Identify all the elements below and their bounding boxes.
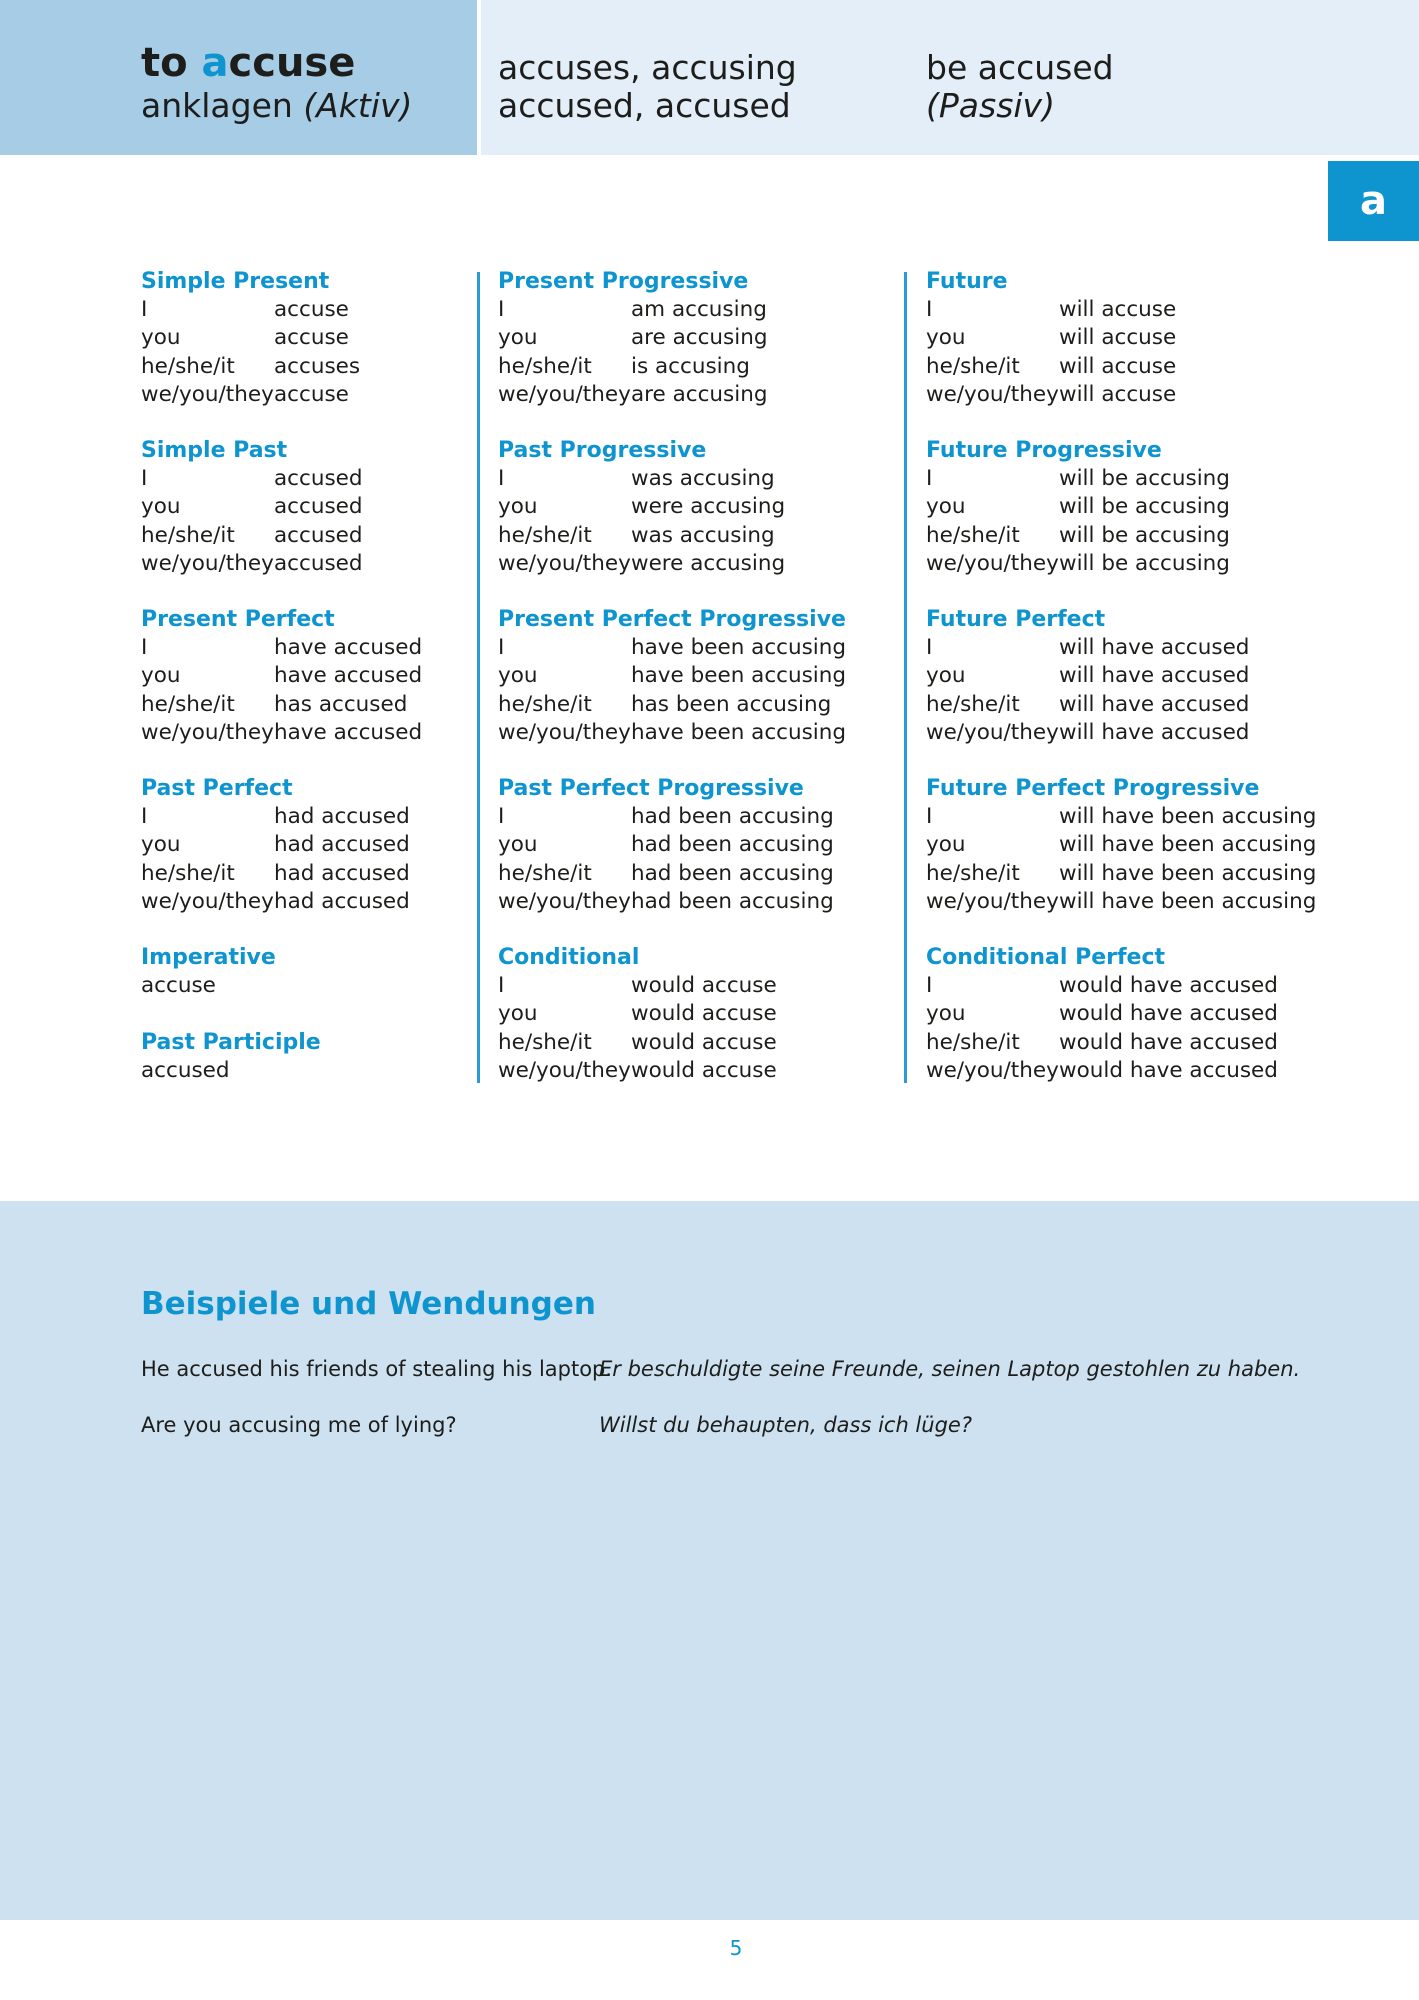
pronoun: you bbox=[926, 663, 966, 689]
verb-form: had accused bbox=[274, 888, 410, 914]
conjugation-row bbox=[498, 1000, 777, 1028]
verb-rest: ccuse bbox=[228, 40, 356, 86]
verb-form: had accused bbox=[274, 832, 410, 858]
tense-title: Past Progressive bbox=[498, 438, 707, 463]
pronoun: I bbox=[141, 297, 148, 322]
conjugation-row bbox=[141, 860, 410, 888]
pronoun: we/you/they bbox=[926, 719, 1059, 745]
example-german-1: Er beschuldigte seine Freunde, seinen Laptop gestohlen zu haben. bbox=[599, 1357, 1301, 1381]
verb-form: will accuse bbox=[1059, 353, 1177, 379]
verb-form: will accuse bbox=[1059, 297, 1177, 322]
pronoun: I bbox=[926, 635, 933, 660]
conjugation-row bbox=[498, 803, 834, 831]
verb-form: would have accused bbox=[1059, 973, 1278, 998]
conjugation-row bbox=[141, 662, 422, 690]
conjugation-row bbox=[926, 972, 1278, 1000]
conjugation-row bbox=[498, 353, 768, 381]
verb-form: will be accusing bbox=[1059, 494, 1230, 520]
conjugation-row bbox=[498, 324, 768, 352]
verb-form: accused bbox=[274, 466, 363, 491]
conjugation-row bbox=[926, 465, 1230, 493]
verb-form: will accuse bbox=[1059, 381, 1177, 407]
tense-title: Future Perfect bbox=[926, 607, 1106, 632]
pronoun: we/you/they bbox=[498, 1057, 631, 1083]
conjugation-row bbox=[926, 1029, 1278, 1057]
column-divider-2 bbox=[904, 272, 907, 1083]
conjugation-row bbox=[141, 719, 422, 747]
verb-form: have been accusing bbox=[631, 663, 847, 689]
conjugation-row bbox=[498, 465, 785, 493]
pronoun: you bbox=[498, 494, 538, 520]
verb-form: had accused bbox=[274, 804, 410, 829]
pronoun: I bbox=[141, 466, 148, 491]
pronoun: we/you/they bbox=[926, 888, 1059, 914]
verb-form: would accuse bbox=[631, 1029, 777, 1055]
pronoun: we/you/they bbox=[141, 719, 274, 745]
pronoun: you bbox=[926, 1001, 966, 1027]
verb-form: have accused bbox=[274, 719, 423, 745]
conjugation-row bbox=[926, 296, 1176, 324]
pronoun: we/you/they bbox=[498, 719, 631, 745]
pronoun: you bbox=[498, 663, 538, 689]
tense-past-perfect-progressive bbox=[498, 775, 834, 916]
verb-translation-line bbox=[141, 87, 412, 125]
conjugation-row bbox=[141, 381, 360, 409]
verb-form: had been accusing bbox=[631, 888, 834, 914]
pronoun: he/she/it bbox=[926, 522, 1020, 548]
pronoun: I bbox=[926, 973, 933, 998]
tense-title: Present Perfect bbox=[141, 607, 335, 632]
verb-form: has been accusing bbox=[631, 691, 832, 717]
tense-title: Past Perfect bbox=[141, 776, 293, 801]
verb-form: had accused bbox=[274, 860, 410, 886]
pronoun: we/you/they bbox=[498, 550, 631, 576]
tense-title: Simple Present bbox=[141, 269, 330, 294]
pronoun: you bbox=[141, 494, 181, 520]
pronoun: we/you/they bbox=[141, 888, 274, 914]
conjugation-row bbox=[498, 550, 785, 578]
verb-form: had been accusing bbox=[631, 804, 834, 829]
pronoun: you bbox=[498, 832, 538, 858]
pronoun: we/you/they bbox=[141, 550, 274, 576]
verb-form: will be accusing bbox=[1059, 466, 1230, 491]
pronoun: you bbox=[926, 325, 966, 351]
verb-form: are accusing bbox=[631, 381, 768, 407]
verb-form: will have been accusing bbox=[1059, 804, 1317, 829]
verb-form: accuse bbox=[274, 381, 349, 407]
verb-form: had been accusing bbox=[631, 860, 834, 886]
verb-form: would accuse bbox=[631, 973, 777, 998]
verb-form: accused bbox=[274, 522, 363, 548]
pronoun: he/she/it bbox=[498, 1029, 592, 1055]
tense-past-perfect bbox=[141, 775, 410, 916]
conjugation-row bbox=[926, 691, 1249, 719]
conjugation-row bbox=[141, 296, 360, 324]
conjugation-row bbox=[141, 465, 363, 493]
pronoun: you bbox=[141, 325, 181, 351]
conjugation-row bbox=[498, 493, 785, 521]
conjugation-row bbox=[498, 1029, 777, 1057]
tense-imperative bbox=[141, 944, 276, 1000]
tense-simple-past bbox=[141, 437, 363, 578]
verb-form: accused bbox=[274, 494, 363, 520]
verb-form: would have accused bbox=[1059, 1029, 1278, 1055]
tense-future-perfect bbox=[926, 606, 1249, 747]
verb-form: would have accused bbox=[1059, 1057, 1278, 1083]
conjugation-row bbox=[141, 324, 360, 352]
pronoun: we/you/they bbox=[498, 381, 631, 407]
tense-present-perfect-progressive bbox=[498, 606, 846, 747]
conjugation-row bbox=[141, 634, 422, 662]
verb-form: will have accused bbox=[1059, 691, 1250, 717]
conjugation-row bbox=[926, 888, 1316, 916]
pronoun: I bbox=[498, 804, 505, 829]
verb-form: have accused bbox=[274, 663, 423, 689]
conjugation-row bbox=[141, 803, 410, 831]
verb-form: are accusing bbox=[631, 325, 768, 351]
conjugation-row bbox=[926, 860, 1316, 888]
verb-form: have accused bbox=[274, 635, 423, 660]
tense-future-perfect-progressive bbox=[926, 775, 1316, 916]
verb-form: will be accusing bbox=[1059, 550, 1230, 576]
conjugation-row bbox=[498, 831, 834, 859]
pronoun: he/she/it bbox=[141, 691, 235, 717]
tense-present-progressive bbox=[498, 268, 768, 409]
verb-form: accused bbox=[274, 550, 363, 576]
conjugation-row bbox=[141, 691, 422, 719]
conjugation-row bbox=[926, 324, 1176, 352]
conjugation-row bbox=[926, 1057, 1278, 1085]
pronoun: he/she/it bbox=[141, 860, 235, 886]
pronoun: we/you/they bbox=[926, 381, 1059, 407]
pronoun: he/she/it bbox=[498, 691, 592, 717]
tense-simple-present bbox=[141, 268, 360, 409]
verb-form: am accusing bbox=[631, 297, 767, 322]
passive-form: be accused bbox=[926, 48, 1114, 87]
conjugation-row bbox=[926, 1000, 1278, 1028]
pronoun: you bbox=[141, 832, 181, 858]
pronoun: you bbox=[926, 832, 966, 858]
conjugation-row bbox=[498, 296, 768, 324]
conjugation-row bbox=[926, 493, 1230, 521]
verb-form: were accusing bbox=[631, 494, 786, 520]
tense-title: Present Progressive bbox=[498, 269, 749, 294]
verb-form: accuse bbox=[274, 297, 349, 322]
verb-form: have been accusing bbox=[631, 635, 847, 660]
verb-form: will have been accusing bbox=[1059, 832, 1317, 858]
tense-conditional bbox=[498, 944, 777, 1085]
verb-form: were accusing bbox=[631, 550, 786, 576]
voice-passive-label: (Passiv) bbox=[926, 86, 1055, 125]
pronoun: you bbox=[926, 494, 966, 520]
conjugation-row bbox=[498, 860, 834, 888]
tense-title: Simple Past bbox=[141, 438, 288, 463]
conjugation-row bbox=[926, 353, 1176, 381]
verb-form: accuse bbox=[141, 973, 216, 998]
pronoun: you bbox=[141, 663, 181, 689]
tense-title: Conditional bbox=[498, 945, 640, 970]
verb-form: accuses bbox=[274, 353, 361, 379]
pronoun: we/you/they bbox=[141, 381, 274, 407]
pronoun: he/she/it bbox=[926, 691, 1020, 717]
verb-form: was accusing bbox=[631, 522, 775, 548]
conjugation-row bbox=[141, 353, 360, 381]
conjugation-row bbox=[141, 831, 410, 859]
pronoun: I bbox=[498, 297, 505, 322]
voice-active-label: (Aktiv) bbox=[303, 86, 413, 125]
pronoun: he/she/it bbox=[926, 353, 1020, 379]
tense-future-progressive bbox=[926, 437, 1230, 578]
tense-title: Future bbox=[926, 269, 1008, 294]
conjugation-row bbox=[926, 662, 1249, 690]
pronoun: he/she/it bbox=[498, 522, 592, 548]
tense-title: Past Perfect Progressive bbox=[498, 776, 804, 801]
verb-form: will have accused bbox=[1059, 719, 1250, 745]
conjugation-row bbox=[141, 888, 410, 916]
conjugation-row bbox=[498, 381, 768, 409]
conjugation-row bbox=[498, 888, 834, 916]
tense-conditional-perfect bbox=[926, 944, 1278, 1085]
pronoun: he/she/it bbox=[498, 860, 592, 886]
verb-form: accused bbox=[141, 1058, 230, 1083]
page-number: 5 bbox=[729, 1936, 743, 1960]
verb-form: is accusing bbox=[631, 353, 750, 379]
verb-form: accuse bbox=[274, 325, 349, 351]
pronoun: he/she/it bbox=[926, 860, 1020, 886]
verb-forms-line-2: accused, accused bbox=[498, 86, 791, 125]
conjugation-row bbox=[926, 803, 1316, 831]
example-english-2: Are you accusing me of lying? bbox=[141, 1413, 457, 1437]
examples-title: Beispiele und Wendungen bbox=[141, 1286, 596, 1322]
verb-form: had been accusing bbox=[631, 832, 834, 858]
conjugation-row bbox=[498, 1057, 777, 1085]
verb-form: have been accusing bbox=[631, 719, 847, 745]
column-divider-1 bbox=[477, 272, 480, 1083]
verb-translation: anklagen bbox=[141, 86, 293, 125]
pronoun: he/she/it bbox=[498, 353, 592, 379]
verb-prefix: to bbox=[141, 40, 202, 86]
conjugation-row bbox=[498, 691, 846, 719]
verb-form: will have been accusing bbox=[1059, 860, 1317, 886]
conjugation-row bbox=[498, 972, 777, 1000]
tense-title: Future Progressive bbox=[926, 438, 1162, 463]
example-english-1: He accused his friends of stealing his laptop. bbox=[141, 1357, 613, 1381]
conjugation-row bbox=[926, 634, 1249, 662]
pronoun: he/she/it bbox=[141, 353, 235, 379]
verb-forms-line-1: accuses, accusing bbox=[498, 48, 797, 87]
verb-form: has accused bbox=[274, 691, 408, 717]
pronoun: he/she/it bbox=[141, 522, 235, 548]
verb-form: would accuse bbox=[631, 1001, 777, 1027]
alphabet-tab-letter: a bbox=[1328, 161, 1419, 241]
verb-form: will have accused bbox=[1059, 635, 1250, 660]
verb-form: will have accused bbox=[1059, 663, 1250, 689]
tense-future bbox=[926, 268, 1176, 409]
conjugation-row bbox=[141, 522, 363, 550]
pronoun: we/you/they bbox=[926, 550, 1059, 576]
pronoun: we/you/they bbox=[498, 888, 631, 914]
pronoun: I bbox=[141, 635, 148, 660]
pronoun: I bbox=[926, 804, 933, 829]
conjugation-row bbox=[926, 550, 1230, 578]
conjugation-row bbox=[498, 522, 785, 550]
conjugation-row bbox=[926, 381, 1176, 409]
pronoun: you bbox=[498, 325, 538, 351]
tense-title: Conditional Perfect bbox=[926, 945, 1166, 970]
verb-first-letter: a bbox=[201, 40, 229, 86]
example-german-2: Willst du behaupten, dass ich lüge? bbox=[599, 1413, 972, 1437]
verb-form: will be accusing bbox=[1059, 522, 1230, 548]
tense-present-perfect bbox=[141, 606, 422, 747]
conjugation-row bbox=[926, 719, 1249, 747]
conjugation-row bbox=[141, 493, 363, 521]
pronoun: we/you/they bbox=[926, 1057, 1059, 1083]
conjugation-row bbox=[498, 662, 846, 690]
pronoun: I bbox=[141, 804, 148, 829]
conjugation-row bbox=[498, 634, 846, 662]
pronoun: I bbox=[498, 466, 505, 491]
tense-past-progressive bbox=[498, 437, 785, 578]
tense-title: Future Perfect Progressive bbox=[926, 776, 1260, 801]
conjugation-row bbox=[498, 719, 846, 747]
conjugation-row bbox=[926, 831, 1316, 859]
verb-form: would have accused bbox=[1059, 1001, 1278, 1027]
tense-title: Imperative bbox=[141, 945, 276, 970]
pronoun: you bbox=[498, 1001, 538, 1027]
tense-title: Present Perfect Progressive bbox=[498, 607, 846, 632]
verb-form: would accuse bbox=[631, 1057, 777, 1083]
conjugation-row bbox=[926, 522, 1230, 550]
verb-title bbox=[141, 40, 355, 86]
tense-title: Past Participle bbox=[141, 1030, 321, 1055]
tense-past-participle bbox=[141, 1029, 321, 1085]
pronoun: I bbox=[926, 466, 933, 491]
pronoun: I bbox=[498, 973, 505, 998]
conjugation-row bbox=[141, 550, 363, 578]
pronoun: I bbox=[498, 635, 505, 660]
pronoun: I bbox=[926, 297, 933, 322]
verb-form: will accuse bbox=[1059, 325, 1177, 351]
verb-form: was accusing bbox=[631, 466, 775, 491]
pronoun: he/she/it bbox=[926, 1029, 1020, 1055]
verb-form: will have been accusing bbox=[1059, 888, 1317, 914]
